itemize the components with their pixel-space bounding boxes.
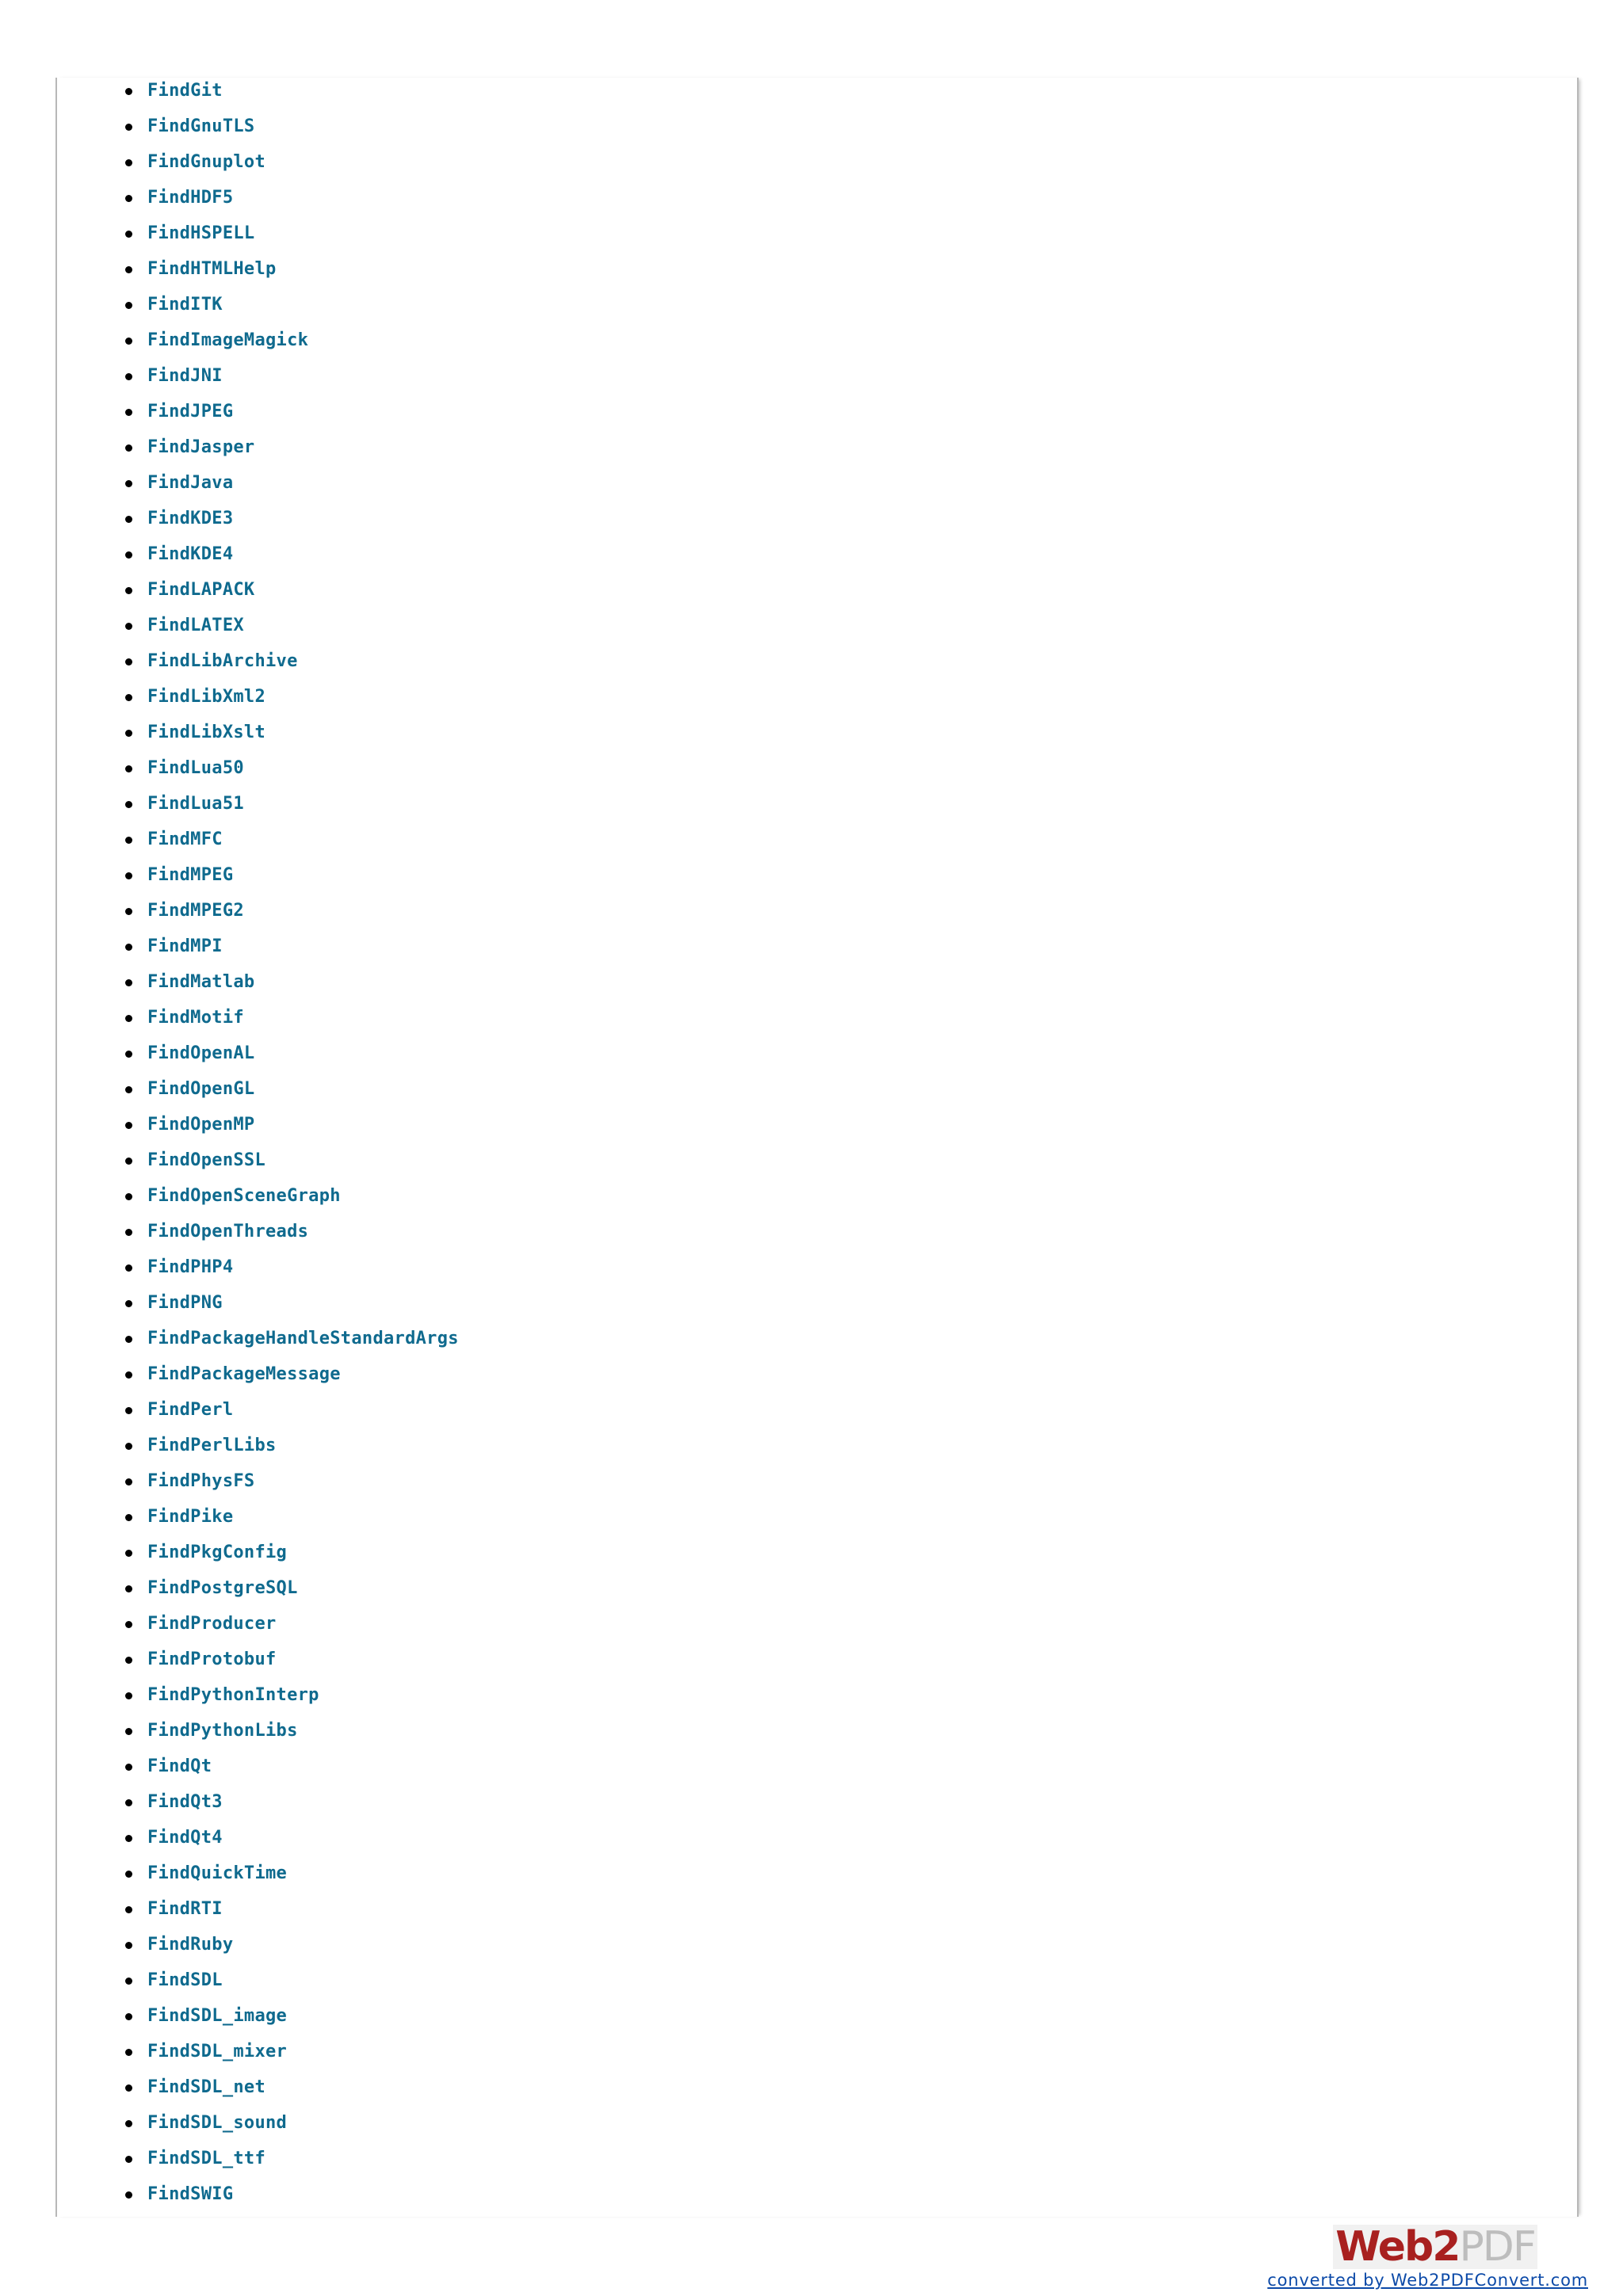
bullet-icon	[125, 2084, 132, 2092]
module-link[interactable]: FindMFC	[147, 830, 223, 849]
list-item	[119, 679, 459, 715]
bullet-icon	[125, 1478, 132, 1486]
module-link[interactable]: FindLua50	[147, 758, 244, 778]
list-item	[119, 2105, 459, 2141]
module-link[interactable]: FindLibArchive	[147, 651, 298, 671]
list-item	[119, 572, 459, 608]
bullet-icon	[125, 1550, 132, 1557]
bullet-icon	[125, 658, 132, 666]
module-link[interactable]: FindSDL_net	[147, 2077, 265, 2097]
bullet-icon	[125, 195, 132, 202]
module-link[interactable]: FindMotif	[147, 1008, 244, 1028]
bullet-icon	[125, 944, 132, 951]
list-item	[119, 358, 459, 394]
module-link[interactable]: FindITK	[147, 295, 223, 315]
bullet-icon	[125, 1122, 132, 1129]
watermark-link[interactable]: converted by Web2PDFConvert.com	[1267, 2271, 1588, 2290]
bullet-icon	[125, 1336, 132, 1343]
module-link[interactable]: FindPostgreSQL	[147, 1578, 298, 1598]
bullet-icon	[125, 1657, 132, 1664]
list-item	[119, 1998, 459, 2034]
bullet-icon	[125, 1978, 132, 1985]
bullet-icon	[125, 1158, 132, 1165]
bullet-icon	[125, 1585, 132, 1592]
bullet-icon	[125, 801, 132, 808]
module-link[interactable]: FindQt3	[147, 1792, 223, 1812]
bullet-icon	[125, 231, 132, 238]
list-item	[119, 2176, 459, 2212]
bullet-icon	[125, 1407, 132, 1414]
list-item	[119, 1642, 459, 1677]
bullet-icon	[125, 2191, 132, 2199]
module-link[interactable]: FindPike	[147, 1507, 234, 1527]
bullet-icon	[125, 1728, 132, 1735]
list-item	[119, 2141, 459, 2176]
bullet-icon	[125, 373, 132, 380]
module-link[interactable]: FindPerlLibs	[147, 1436, 277, 1455]
bullet-icon	[125, 623, 132, 630]
bullet-icon	[125, 1871, 132, 1878]
list-item	[119, 429, 459, 465]
list-item	[119, 394, 459, 429]
module-link[interactable]: FindGnuplot	[147, 152, 265, 172]
list-item	[119, 287, 459, 322]
list-item	[119, 1855, 459, 1891]
bullet-icon	[125, 266, 132, 273]
bullet-icon	[125, 444, 132, 452]
list-item	[119, 1249, 459, 1285]
list-item	[119, 1927, 459, 1962]
list-item	[119, 1713, 459, 1749]
list-item	[119, 1499, 459, 1535]
module-link[interactable]: FindOpenThreads	[147, 1222, 309, 1241]
list-item	[119, 1214, 459, 1249]
list-item	[119, 1035, 459, 1071]
bullet-icon	[125, 1443, 132, 1450]
list-item	[119, 536, 459, 572]
list-item	[119, 929, 459, 964]
module-link[interactable]: FindSDL_image	[147, 2006, 288, 2026]
module-link[interactable]: FindOpenGL	[147, 1079, 255, 1099]
list-item	[119, 857, 459, 893]
list-item	[119, 822, 459, 857]
module-link[interactable]: FindSDL	[147, 1970, 223, 1990]
list-item	[119, 715, 459, 750]
module-link[interactable]: FindGit	[147, 81, 223, 101]
list-item	[119, 2034, 459, 2069]
module-link[interactable]: FindRTI	[147, 1899, 223, 1919]
module-link[interactable]: FindLibXslt	[147, 723, 265, 742]
module-link[interactable]: FindPHP4	[147, 1257, 234, 1277]
bullet-icon	[125, 837, 132, 844]
module-link[interactable]: FindRuby	[147, 1935, 234, 1955]
module-link[interactable]: FindLibXml2	[147, 687, 265, 707]
module-link[interactable]: FindMatlab	[147, 972, 255, 992]
bullet-icon	[125, 516, 132, 523]
module-link[interactable]: FindPerl	[147, 1400, 234, 1420]
bullet-icon	[125, 338, 132, 345]
module-link[interactable]: FindJNI	[147, 366, 223, 386]
list-item	[119, 144, 459, 180]
list-item	[119, 180, 459, 215]
bullet-icon	[125, 1264, 132, 1272]
bullet-icon	[125, 2120, 132, 2127]
bullet-icon	[125, 1942, 132, 1949]
bullet-icon	[125, 1835, 132, 1842]
module-link[interactable]: FindPythonLibs	[147, 1721, 298, 1741]
bullet-icon	[125, 1621, 132, 1628]
module-link[interactable]: FindPNG	[147, 1293, 223, 1313]
bullet-icon	[125, 551, 132, 559]
list-item	[119, 608, 459, 643]
module-link[interactable]: FindPackageMessage	[147, 1364, 341, 1384]
module-link[interactable]: FindImageMagick	[147, 330, 309, 350]
bullet-icon	[125, 1193, 132, 1200]
module-link[interactable]: FindMPEG	[147, 865, 234, 885]
bullet-icon	[125, 765, 132, 772]
module-link[interactable]: FindHSPELL	[147, 223, 255, 243]
logo-digit-text: 2	[1432, 2223, 1460, 2271]
module-link[interactable]: FindLATEX	[147, 616, 244, 635]
web2pdf-watermark	[1267, 2223, 1588, 2290]
module-link[interactable]: FindJPEG	[147, 402, 234, 421]
module-link[interactable]: FindHTMLHelp	[147, 259, 277, 279]
module-link[interactable]: FindPkgConfig	[147, 1543, 288, 1562]
list-item	[119, 1749, 459, 1784]
list-item	[119, 893, 459, 929]
bullet-icon	[125, 480, 132, 487]
module-link[interactable]: FindOpenAL	[147, 1043, 255, 1063]
bullet-icon	[125, 908, 132, 915]
list-item	[119, 786, 459, 822]
list-item	[119, 750, 459, 786]
logo-pdf-text: PDF	[1459, 2223, 1535, 2271]
bullet-icon	[125, 1051, 132, 1058]
module-link[interactable]: FindPhysFS	[147, 1471, 255, 1491]
bullet-icon	[125, 1371, 132, 1379]
module-link[interactable]: FindHDF5	[147, 188, 234, 208]
logo-web-text: Web	[1335, 2223, 1433, 2271]
module-link[interactable]: FindMPI	[147, 936, 223, 956]
module-link[interactable]: FindKDE3	[147, 509, 234, 528]
module-link[interactable]: FindQt4	[147, 1828, 223, 1848]
list-item	[119, 465, 459, 501]
list-item	[119, 1107, 459, 1142]
list-item	[119, 1463, 459, 1499]
module-link[interactable]: FindProducer	[147, 1614, 277, 1634]
list-item	[119, 1000, 459, 1035]
bullet-icon	[125, 1799, 132, 1806]
bullet-icon	[125, 1086, 132, 1093]
bullet-icon	[125, 730, 132, 737]
bullet-icon	[125, 872, 132, 879]
list-item	[119, 215, 459, 251]
list-item	[119, 1677, 459, 1713]
module-link[interactable]: FindPythonInterp	[147, 1685, 319, 1705]
module-list	[119, 73, 459, 2212]
list-item	[119, 1428, 459, 1463]
bullet-icon	[125, 409, 132, 416]
list-item	[119, 1606, 459, 1642]
list-item	[119, 1962, 459, 1998]
list-item	[119, 1285, 459, 1321]
module-link[interactable]: FindOpenSSL	[147, 1150, 265, 1170]
list-item	[119, 1356, 459, 1392]
module-link[interactable]: FindOpenSceneGraph	[147, 1186, 341, 1206]
module-link[interactable]: FindProtobuf	[147, 1650, 277, 1669]
module-link[interactable]: FindJava	[147, 473, 234, 493]
list-item	[119, 643, 459, 679]
list-item	[119, 1820, 459, 1855]
bullet-icon	[125, 694, 132, 701]
list-item	[119, 1570, 459, 1606]
list-item	[119, 251, 459, 287]
bullet-icon	[125, 1764, 132, 1771]
list-item	[119, 1784, 459, 1820]
module-link[interactable]: FindSWIG	[147, 2184, 234, 2204]
module-link[interactable]: FindSDL_mixer	[147, 2042, 288, 2061]
list-item	[119, 322, 459, 358]
bullet-icon	[125, 1300, 132, 1307]
list-item	[119, 501, 459, 536]
module-link[interactable]: FindSDL_sound	[147, 2113, 288, 2133]
bullet-icon	[125, 2049, 132, 2056]
module-link[interactable]: FindLua51	[147, 794, 244, 814]
web2pdf-logo	[1333, 2225, 1537, 2269]
bullet-icon	[125, 2013, 132, 2020]
module-link[interactable]: FindMPEG2	[147, 901, 244, 921]
module-link[interactable]: FindKDE4	[147, 544, 234, 564]
bullet-icon	[125, 1906, 132, 1913]
list-item	[119, 1891, 459, 1927]
bullet-icon	[125, 1015, 132, 1022]
bullet-icon	[125, 979, 132, 986]
list-item	[119, 1142, 459, 1178]
list-item	[119, 964, 459, 1000]
list-item	[119, 1392, 459, 1428]
module-link[interactable]: FindSDL_ttf	[147, 2149, 265, 2168]
module-link[interactable]: FindLAPACK	[147, 580, 255, 600]
module-link[interactable]: FindOpenMP	[147, 1115, 255, 1135]
bullet-icon	[125, 88, 132, 95]
list-item	[119, 1071, 459, 1107]
module-link[interactable]: FindQuickTime	[147, 1863, 288, 1883]
bullet-icon	[125, 1514, 132, 1521]
bullet-icon	[125, 587, 132, 594]
module-link[interactable]: FindQt	[147, 1756, 212, 1776]
bullet-icon	[125, 302, 132, 309]
module-link[interactable]: FindGnuTLS	[147, 116, 255, 136]
list-item	[119, 109, 459, 144]
module-link[interactable]: FindPackageHandleStandardArgs	[147, 1329, 459, 1348]
list-item	[119, 1535, 459, 1570]
list-item	[119, 1178, 459, 1214]
bullet-icon	[125, 1229, 132, 1236]
list-item	[119, 2069, 459, 2105]
module-link[interactable]: FindJasper	[147, 437, 255, 457]
bullet-icon	[125, 124, 132, 131]
list-item	[119, 73, 459, 109]
bullet-icon	[125, 159, 132, 166]
list-item	[119, 1321, 459, 1356]
bullet-icon	[125, 1692, 132, 1699]
bullet-icon	[125, 2156, 132, 2163]
